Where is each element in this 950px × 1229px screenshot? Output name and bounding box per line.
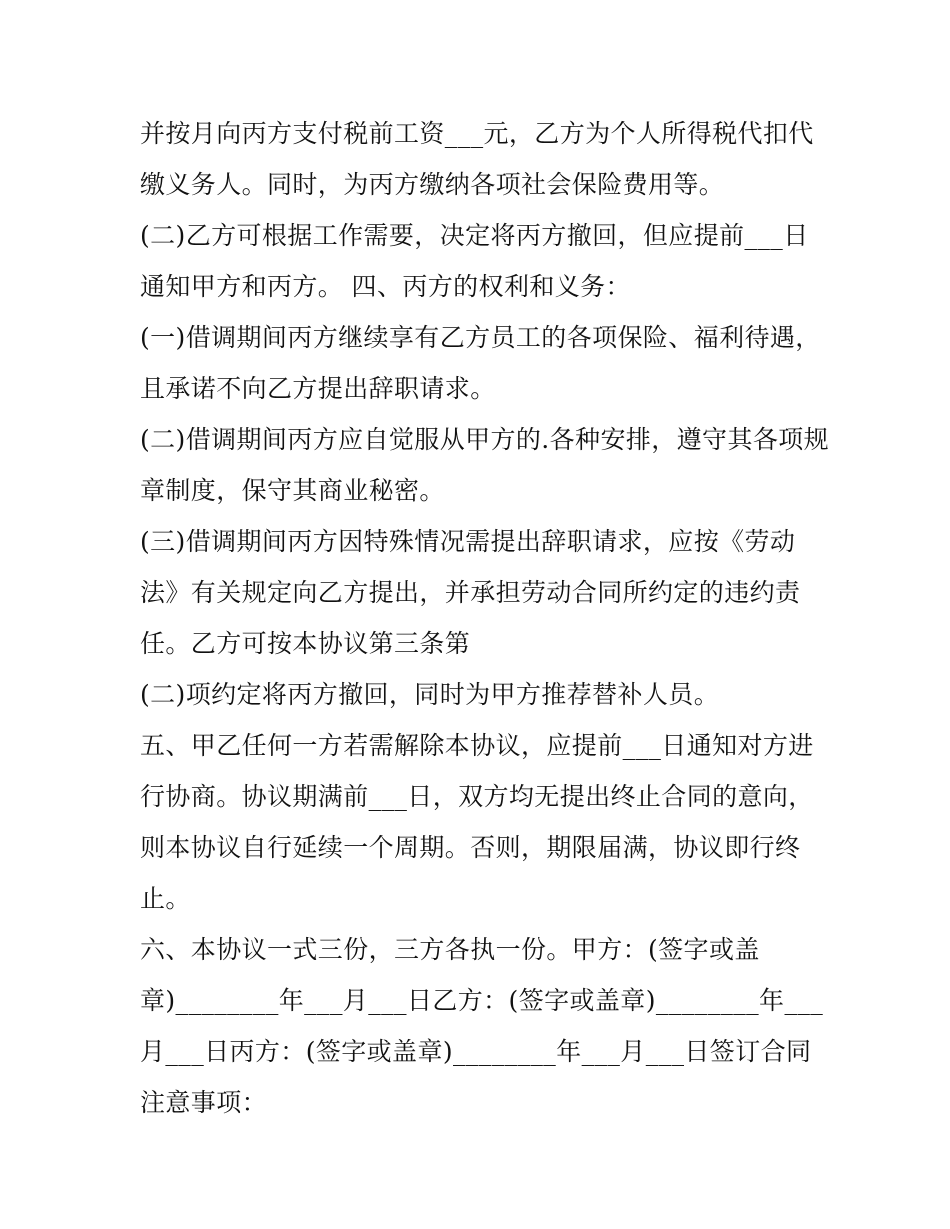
text-line: 法》有关规定向乙方提出，并承担劳动合同所约定的违约责: [140, 578, 801, 607]
text-line: 行协商。协议期满前___日，双方均无提出终止合同的意向，: [140, 782, 814, 811]
text-line: (二)乙方可根据工作需要，决定将丙方撤回，但应提前___日: [140, 221, 809, 250]
text-line: (二)项约定将丙方撤回，同时为甲方推荐替补人员。: [140, 680, 720, 709]
text-line: (二)借调期间丙方应自觉服从甲方的.各种安排，遵守其各项规: [140, 425, 830, 454]
text-line: 月___日丙方：(签字或盖章)________年___月___日签订合同: [140, 1037, 812, 1066]
text-line: 通知甲方和丙方。 四、丙方的权利和义务：: [140, 272, 631, 301]
text-line: (一)借调期间丙方继续享有乙方员工的各项保险、福利待遇，: [140, 323, 821, 352]
text-line: 章制度，保守其商业秘密。: [140, 476, 445, 505]
text-line: (三)借调期间丙方因特殊情况需提出辞职请求，应按《劳动: [140, 527, 796, 556]
text-line: 章)________年___月___日乙方：(签字或盖章)________年___: [140, 986, 824, 1015]
text-line: 止。: [140, 884, 191, 913]
document-body: [140, 108, 830, 1128]
text-line: 五、甲乙任何一方若需解除本协议，应提前___日通知对方进: [140, 731, 814, 760]
text-line: 并按月向丙方支付税前工资___元，乙方为个人所得税代扣代: [140, 119, 814, 148]
text-line: 缴义务人。同时，为丙方缴纳各项社会保险费用等。: [140, 170, 725, 199]
text-line: 六、本协议一式三份，三方各执一份。甲方：(签字或盖: [140, 935, 760, 964]
text-line: 则本协议自行延续一个周期。否则，期限届满，协议即行终: [140, 833, 801, 862]
text-line: 任。乙方可按本协议第三条第: [140, 629, 471, 658]
text-line: 且承诺不向乙方提出辞职请求。: [140, 374, 496, 403]
text-line: 注意事项：: [140, 1088, 268, 1117]
